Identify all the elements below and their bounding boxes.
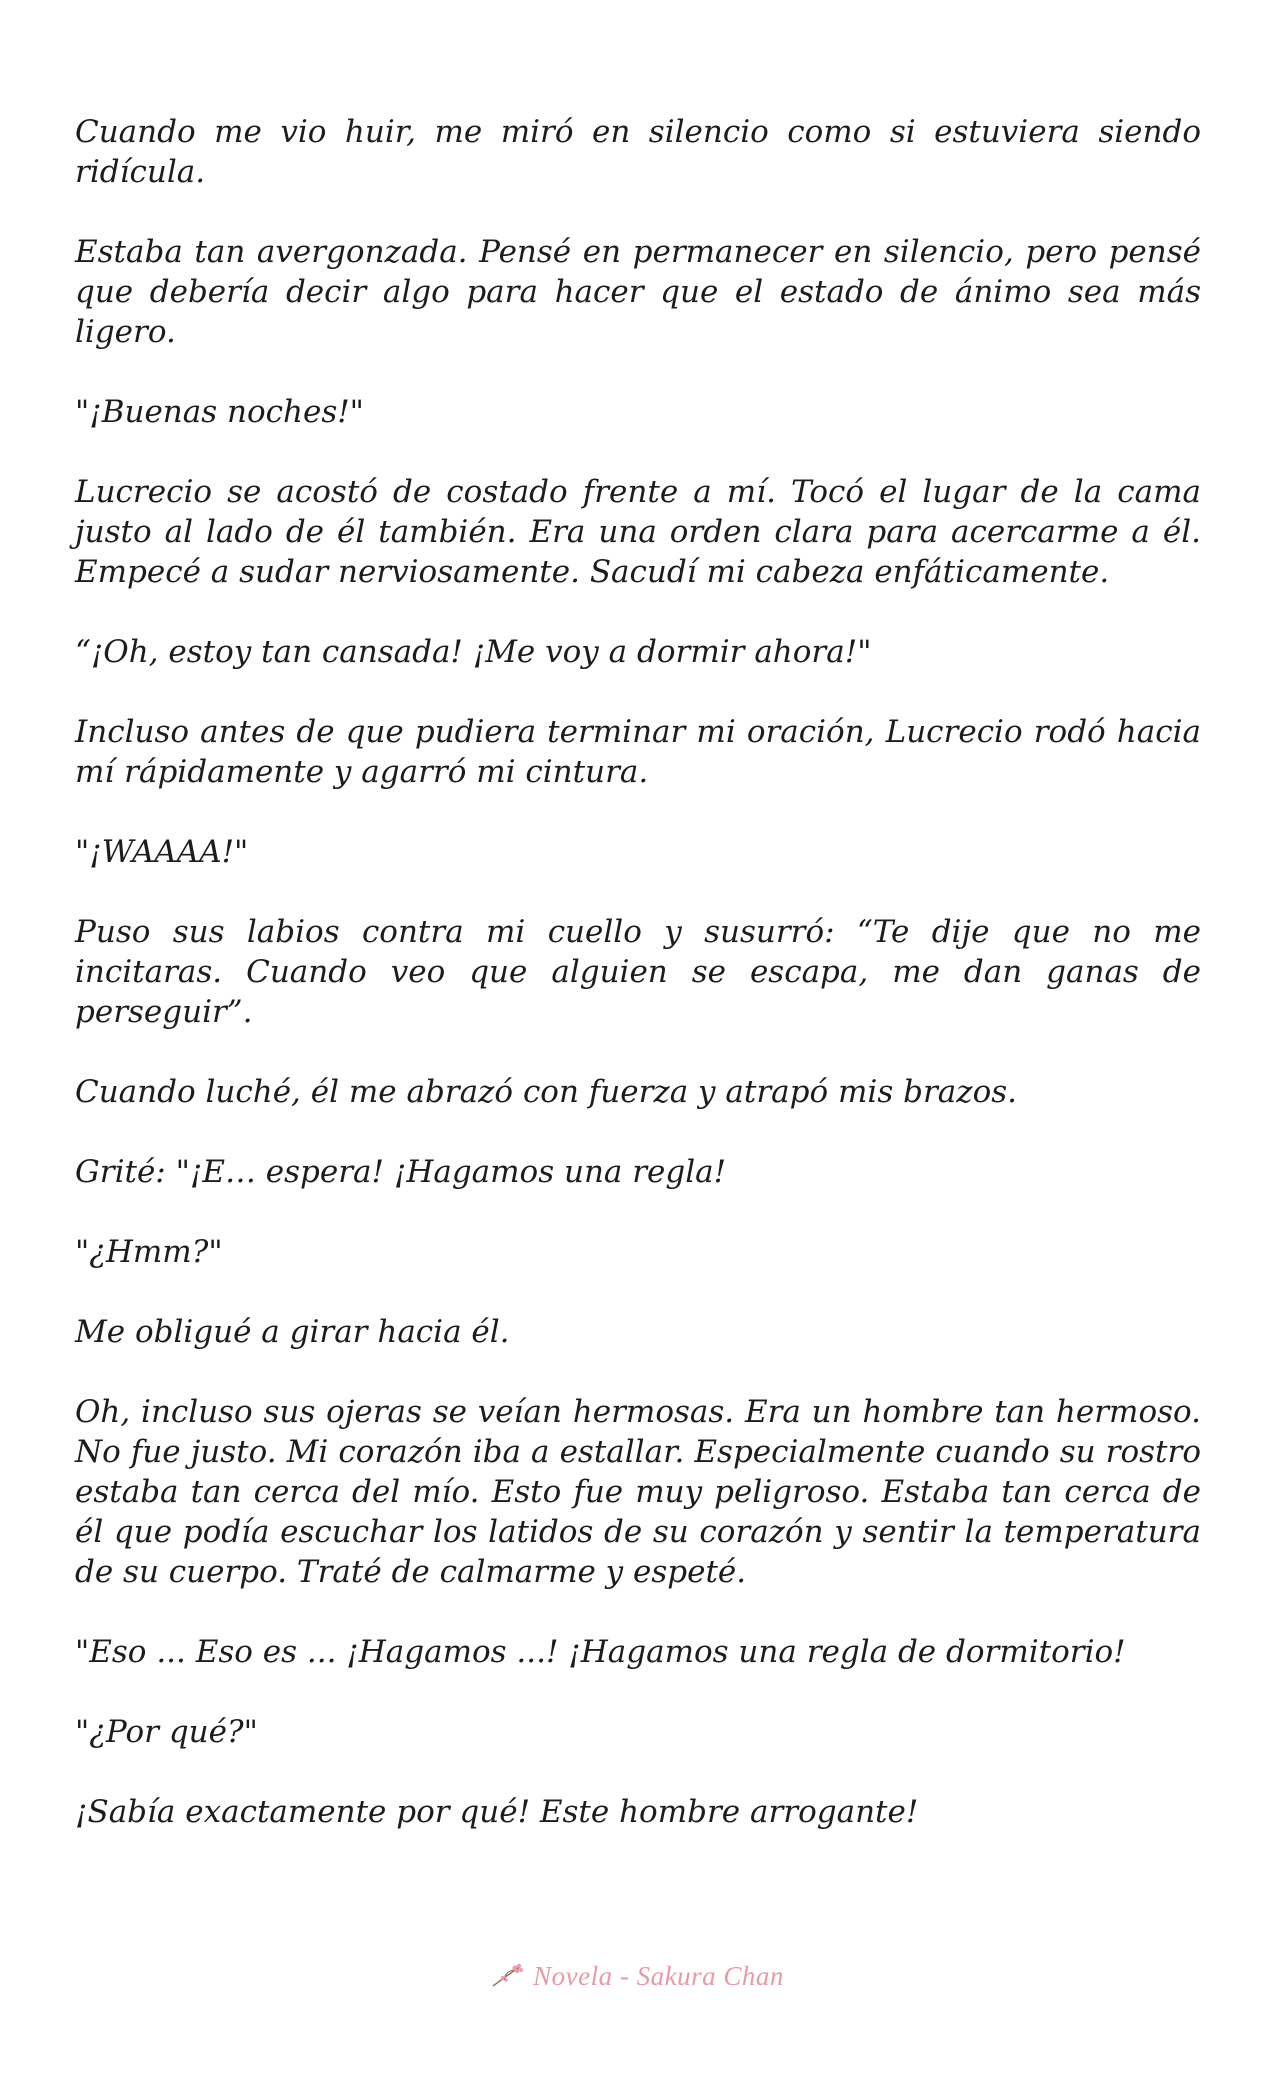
paragraph-16: ¡Sabía exactamente por qué! Este hombre arrogante! — [75, 1794, 919, 1830]
paragraph-9: Cuando luché, él me abrazó con fuerza y atrapó mis brazos. — [75, 1074, 1018, 1110]
footer-watermark — [0, 1960, 1275, 1992]
paragraph-13: Oh, incluso sus ojeras se veían hermosas. Era un hombre tan hermoso. No fue justo. Mi corazón iba a estallar. Especialmente cuando su rostro estaba tan cerca del mío. Esto fue muy peligroso. Estaba tan cerca de él que podía escuchar los latidos de su corazón y sentir la temperatura de su cuerpo. Traté de calmarme y espeté. — [75, 1394, 1201, 1590]
document-body — [75, 112, 1201, 1872]
paragraph-3: "¡Buenas noches!" — [75, 394, 364, 430]
paragraph-14: "Eso ... Eso es ... ¡Hagamos ...! ¡Hagamos una regla de dormitorio! — [75, 1634, 1126, 1670]
paragraph-7: "¡WAAAA!" — [75, 834, 249, 870]
paragraph-5: “¡Oh, estoy tan cansada! ¡Me voy a dormir ahora!" — [75, 634, 872, 670]
paragraph-4: Lucrecio se acostó de costado frente a mí. Tocó el lugar de la cama justo al lado de él también. Era una orden clara para acercarme a él. Empecé a sudar nerviosamente. Sacudí mi cabeza enfáticamente. — [75, 474, 1201, 590]
paragraph-10: Grité: "¡E… espera! ¡Hagamos una regla! — [75, 1154, 727, 1190]
cherry-blossom-icon — [491, 1960, 527, 1992]
paragraph-8: Puso sus labios contra mi cuello y susurró: “Te dije que no me incitaras. Cuando veo que alguien se escapa, me dan ganas de perseguir”. — [75, 914, 1201, 1030]
paragraph-15: "¿Por qué?" — [75, 1714, 258, 1750]
paragraph-12: Me obligué a girar hacia él. — [75, 1314, 510, 1350]
paragraph-2: Estaba tan avergonzada. Pensé en permanecer en silencio, pero pensé que debería decir algo para hacer que el estado de ánimo sea más ligero. — [75, 234, 1201, 350]
paragraph-1: Cuando me vio huir, me miró en silencio como si estuviera siendo ridícula. — [75, 114, 1201, 190]
paragraph-11: "¿Hmm?" — [75, 1234, 223, 1270]
paragraph-6: Incluso antes de que pudiera terminar mi oración, Lucrecio rodó hacia mí rápidamente y agarró mi cintura. — [75, 714, 1201, 790]
footer-text: Novela - Sakura Chan — [533, 1960, 784, 1991]
